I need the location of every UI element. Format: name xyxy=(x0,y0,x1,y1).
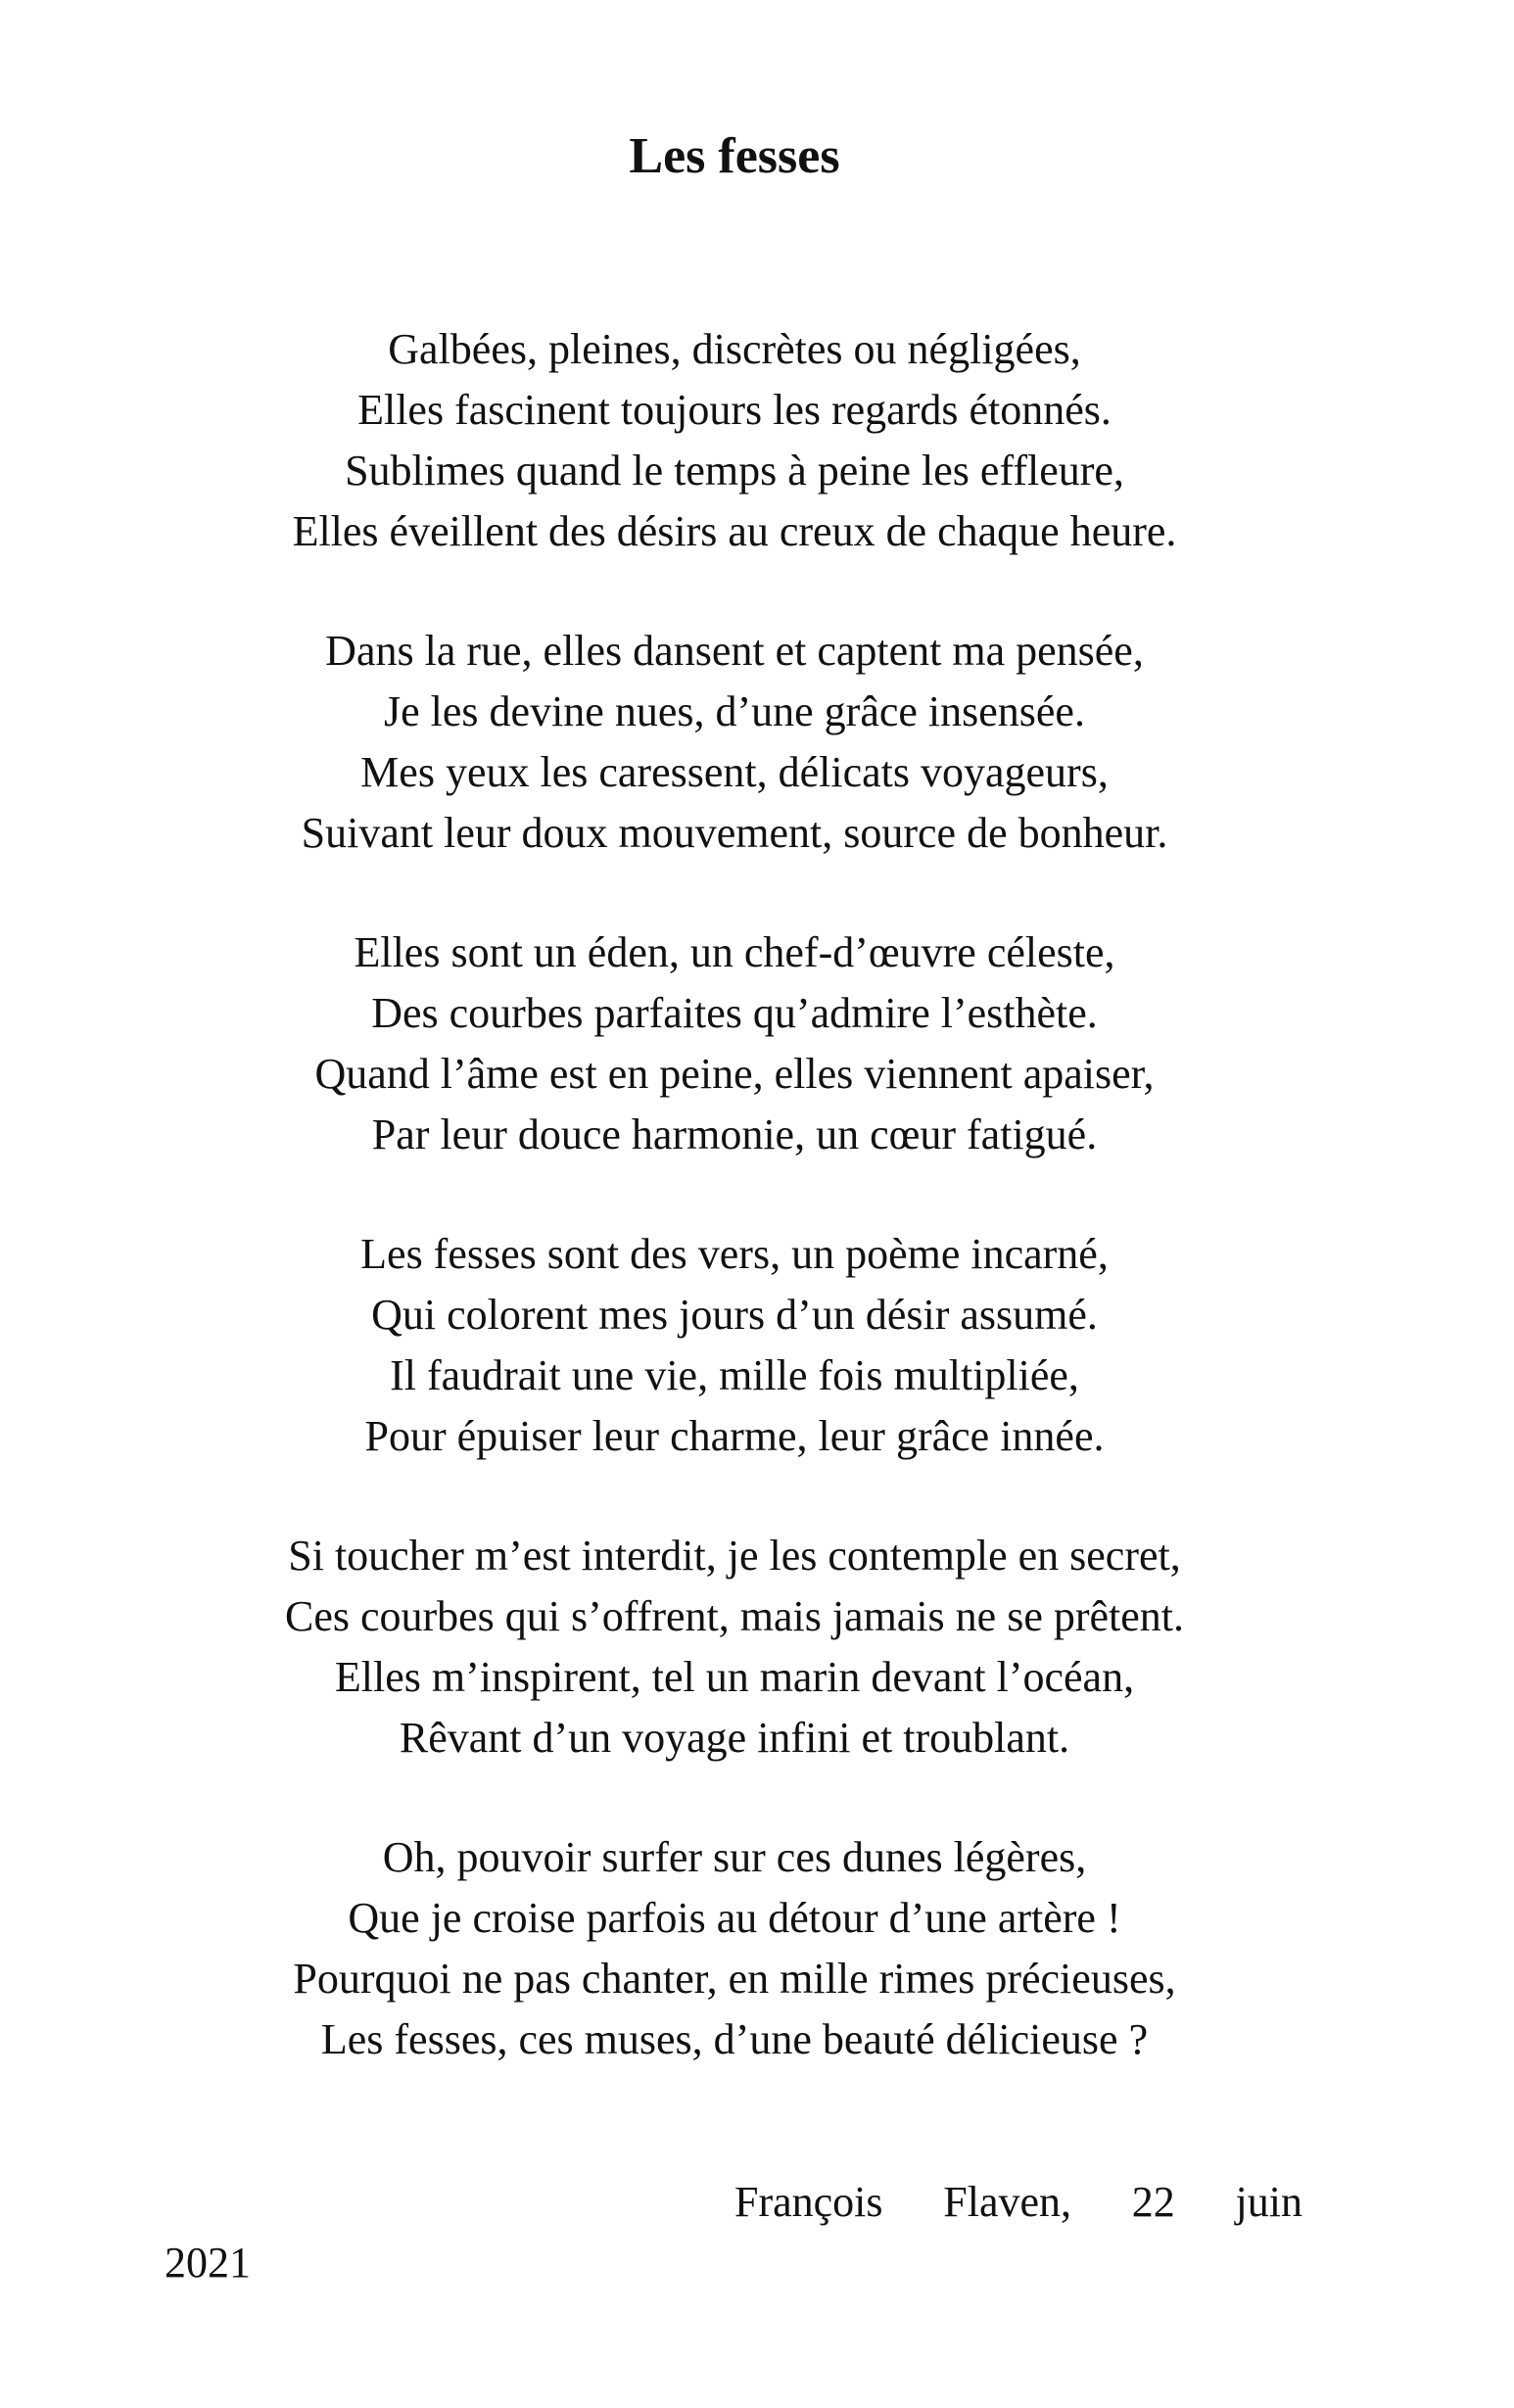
poem-line: Elles fascinent toujours les regards étonnés. xyxy=(357,386,1112,434)
poem-line: Dans la rue, elles dansent et captent ma pensée, xyxy=(325,627,1144,675)
stanza-2 xyxy=(0,621,1469,864)
stanza-5 xyxy=(0,1526,1469,1769)
poem-line: Si toucher m’est interdit, je les contemple en secret, xyxy=(288,1532,1181,1580)
poem-line: Rêvant d’un voyage infini et troublant. xyxy=(399,1714,1070,1762)
poem-line: Oh, pouvoir surfer sur ces dunes légères, xyxy=(382,1833,1087,1881)
signature-author-date: François Flaven, 22 juin xyxy=(734,2178,1302,2226)
poem-line: Les fesses, ces muses, d’une beauté délicieuse ? xyxy=(320,2015,1149,2063)
poem-line: Ces courbes qui s’offrent, mais jamais ne se prêtent. xyxy=(284,1592,1185,1640)
poem-title: Les fesses xyxy=(629,128,840,184)
poem-line: Par leur douce harmonie, un cœur fatigué. xyxy=(371,1110,1098,1158)
stanza-3 xyxy=(0,922,1469,1165)
poem-line: Mes yeux les caressent, délicats voyageurs, xyxy=(360,748,1109,796)
poem-line: Il faudrait une vie, mille fois multipliée, xyxy=(390,1351,1079,1399)
poem-line: Pour épuiser leur charme, leur grâce innée. xyxy=(364,1412,1105,1460)
poem-line: Pourquoi ne pas chanter, en mille rimes précieuses, xyxy=(293,1955,1176,2003)
poem-line: Elles m’inspirent, tel un marin devant l’océan, xyxy=(334,1653,1135,1701)
poem-line: Galbées, pleines, discrètes ou négligées, xyxy=(388,325,1081,373)
signature-year: 2021 xyxy=(165,2239,251,2287)
poem-line: Suivant leur doux mouvement, source de bonheur. xyxy=(301,809,1168,857)
poem-line: Sublimes quand le temps à peine les effleure, xyxy=(345,447,1124,495)
stanza-6 xyxy=(0,1827,1469,2070)
poem-line: Elles sont un éden, un chef-d’œuvre céleste, xyxy=(354,928,1115,976)
poem-line: Elles éveillent des désirs au creux de chaque heure. xyxy=(292,507,1177,555)
stanza-1 xyxy=(0,319,1469,562)
poem-line: Je les devine nues, d’une grâce insensée. xyxy=(384,687,1085,735)
poem-line: Que je croise parfois au détour d’une artère ! xyxy=(348,1894,1121,1942)
poem-body xyxy=(0,319,1469,2129)
poem-line: Quand l’âme est en peine, elles viennent apaiser, xyxy=(314,1050,1155,1098)
poem-line: Des courbes parfaites qu’admire l’esthète. xyxy=(371,989,1098,1037)
poem-line: Les fesses sont des vers, un poème incarné, xyxy=(360,1230,1109,1278)
poem-line: Qui colorent mes jours d’un désir assumé. xyxy=(371,1291,1098,1339)
stanza-4 xyxy=(0,1224,1469,1467)
